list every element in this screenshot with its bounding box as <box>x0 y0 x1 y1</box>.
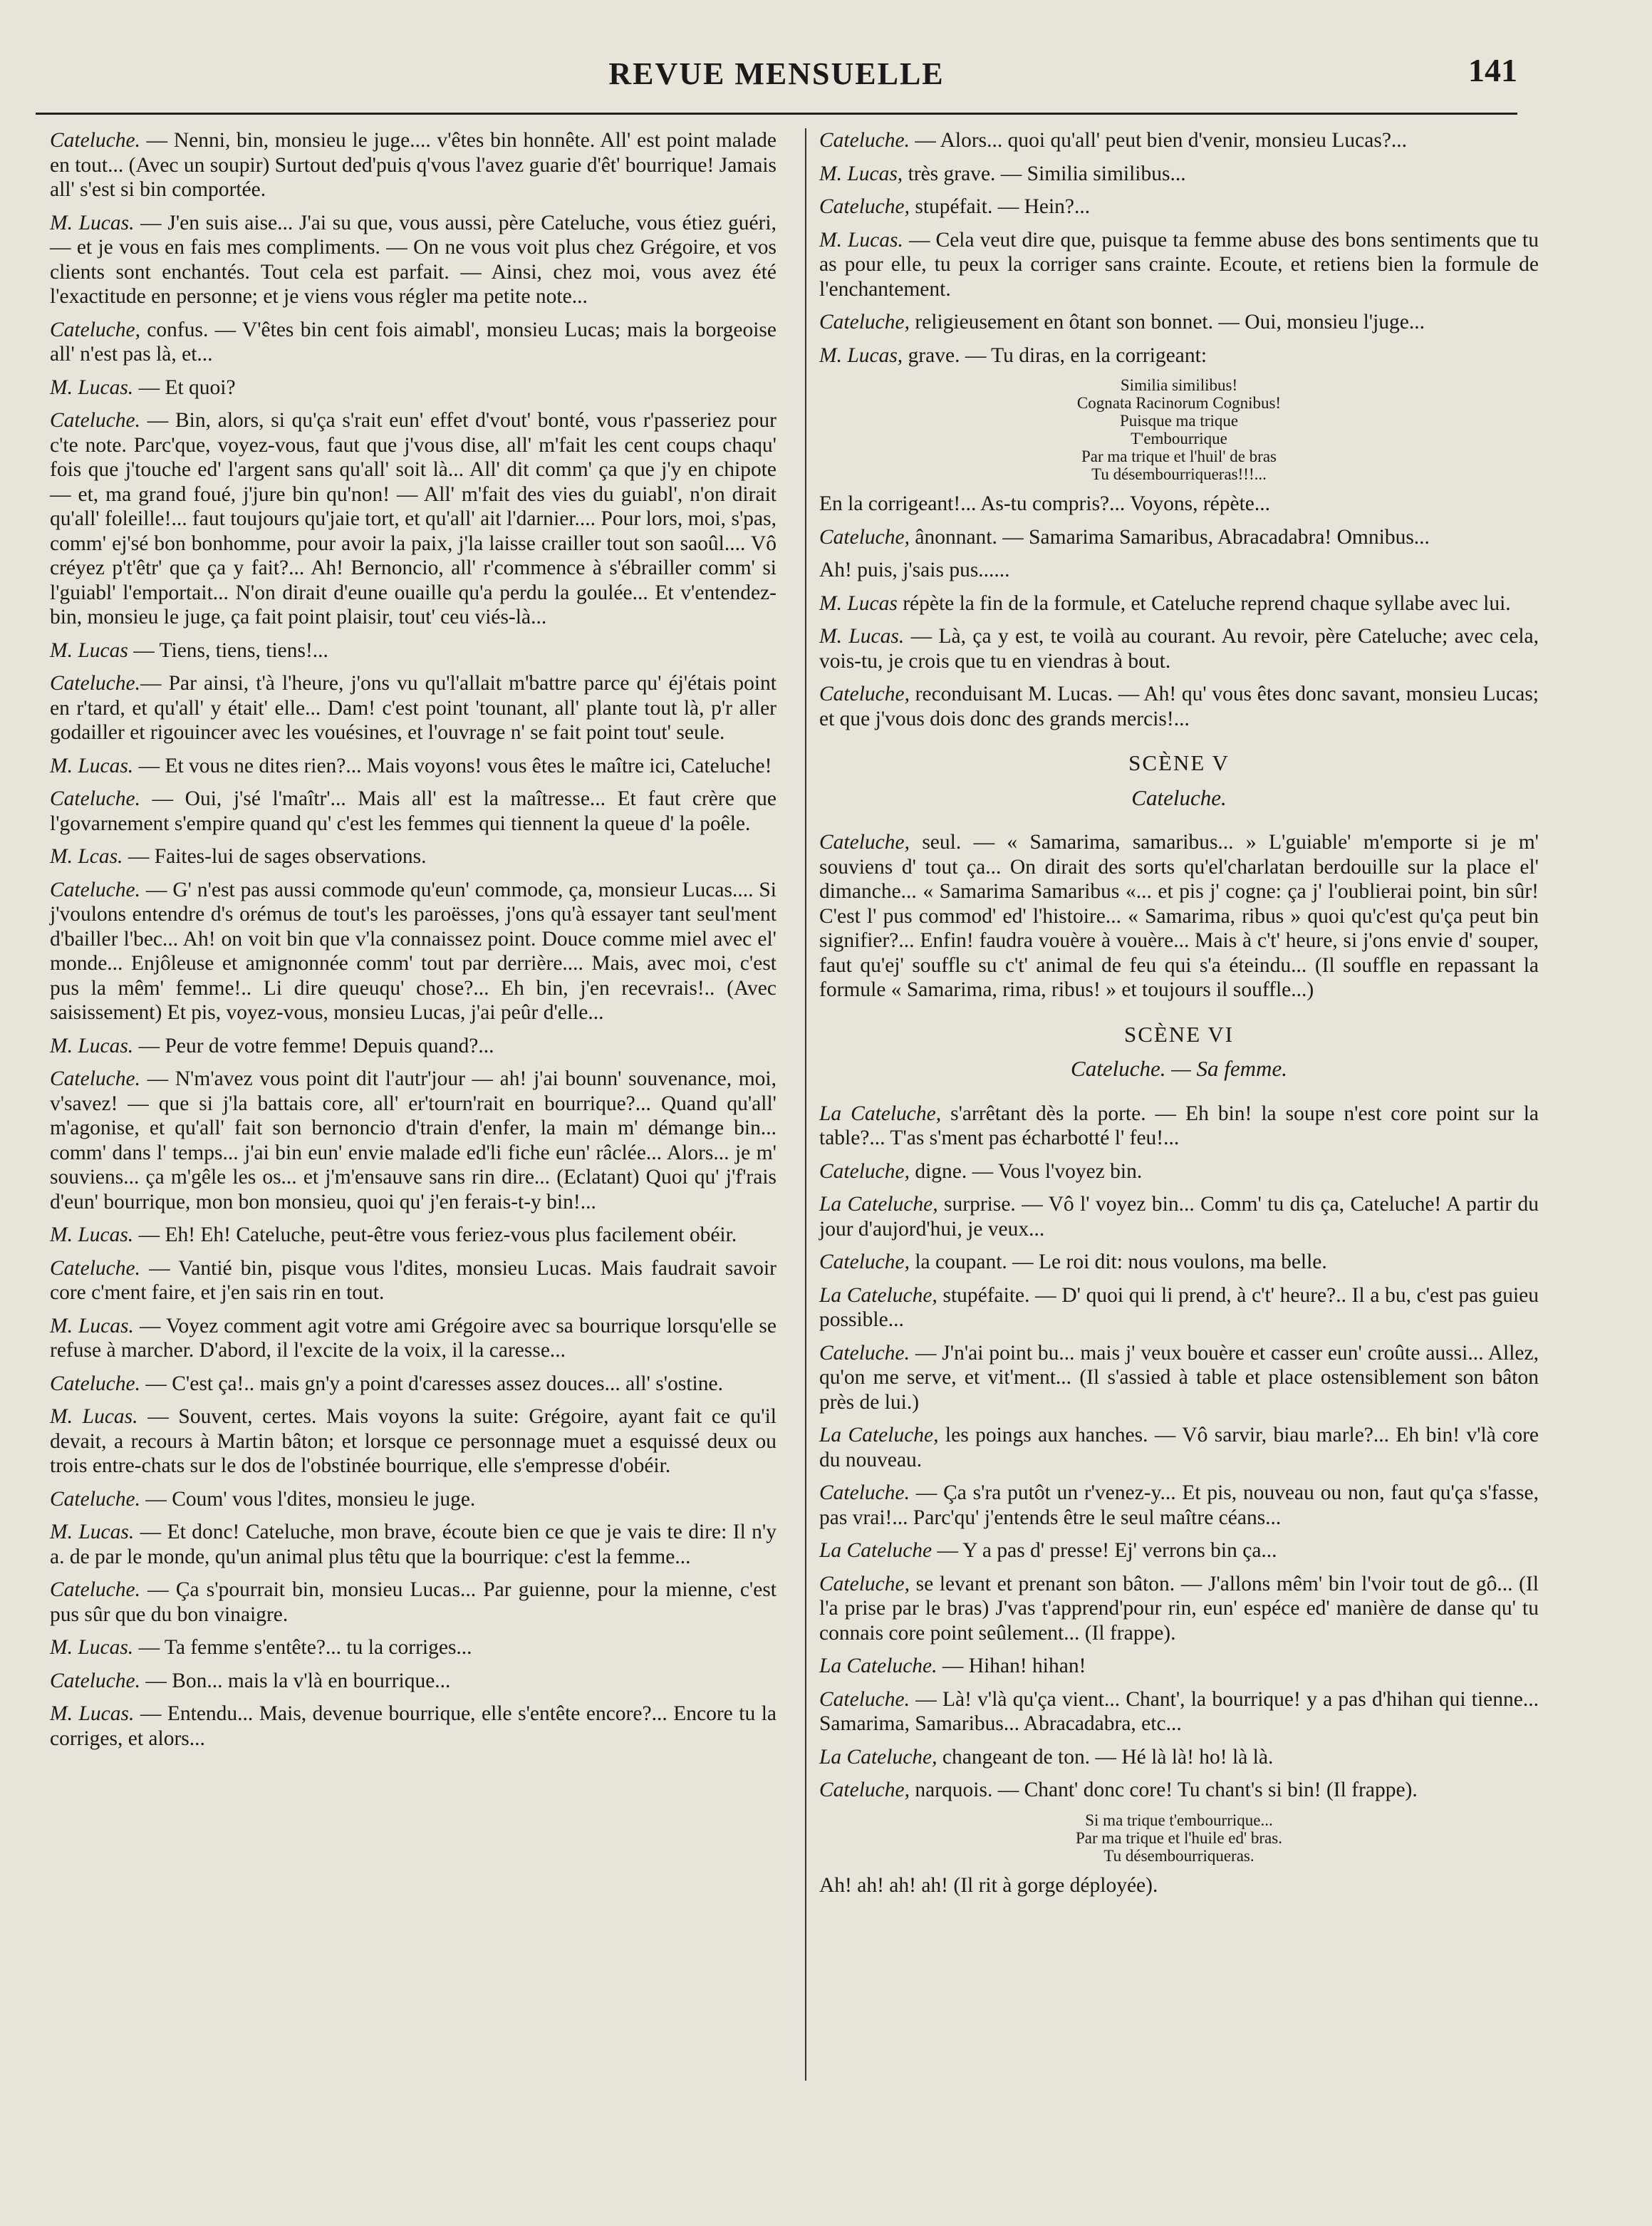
speaker-name: M. Lucas. <box>50 1636 134 1659</box>
verse-line: Tu désembourriqueras!!!... <box>1091 465 1267 483</box>
dialogue-paragraph <box>819 1538 1539 1563</box>
dialogue-text: — Là, ça y est, te voilà au courant. Au revoir, père Cateluche; avec cela, vois-tu, je crois que tu en viendras à bout. <box>819 625 1539 673</box>
speaker-name: La Cateluche, <box>819 1283 937 1307</box>
left-column <box>50 128 776 1759</box>
dialogue-paragraph <box>819 1192 1539 1241</box>
closing-verse <box>819 1811 1539 1865</box>
speaker-name: Cateluche, <box>819 311 910 333</box>
speaker-name: Cateluche, <box>819 831 910 854</box>
speaker-name: Cateluche. <box>819 1481 910 1504</box>
final-line: Ah! ah! ah! ah! (Il rit à gorge déployée). <box>819 1873 1158 1897</box>
dialogue-paragraph <box>819 525 1539 550</box>
dialogue-block <box>819 128 1539 368</box>
dialogue-text: En la corrigeant!... As-tu compris?... Voyons, répète... <box>819 492 1271 515</box>
speaker-name: M. Lucas. <box>50 211 135 234</box>
speaker-name: Cateluche. <box>50 672 140 695</box>
dialogue-text: — Ça s'pourrait bin, monsieu Lucas... Par guienne, pour la mienne, c'est pus sûr que du bon vinaigre. <box>50 1578 776 1626</box>
speaker-name: Cateluche, <box>819 683 910 705</box>
dialogue-paragraph <box>819 1283 1539 1332</box>
speaker-name: Cateluche. <box>50 409 140 432</box>
dialogue-paragraph <box>50 1314 776 1363</box>
dialogue-text: — Y a pas d' presse! Ej' verrons bin ça... <box>932 1539 1277 1562</box>
dialogue-paragraph <box>50 1372 776 1397</box>
dialogue-text: — Alors... quoi qu'all' peut bien d'venir, monsieu Lucas?... <box>909 129 1408 152</box>
dialogue-text: ânonnant. — Samarima Samaribus, Abracadabra! Omnibus... <box>909 525 1430 549</box>
column-divider <box>805 128 806 2081</box>
dialogue-text: — Voyez comment agit votre ami Grégoire avec sa bourrique lorsqu'elle se refuse à marcher. D'abord, il l'excite de la voix, il la caresse... <box>50 1314 776 1362</box>
dialogue-paragraph <box>50 1067 776 1214</box>
dialogue-paragraph <box>50 1635 776 1660</box>
dialogue-paragraph <box>50 318 776 367</box>
verse-line: Puisque ma trique <box>1119 412 1239 430</box>
scene-title: SCÈNE V <box>1128 750 1230 775</box>
dialogue-paragraph <box>819 1572 1539 1646</box>
dialogue-paragraph <box>50 1669 776 1694</box>
dialogue-text: reconduisant M. Lucas. — Ah! qu' vous êtes donc savant, monsieu Lucas; et que j'vous dois donc des grands mercis!... <box>819 683 1539 730</box>
dialogue-paragraph <box>819 195 1539 219</box>
dialogue-text: répète la fin de la formule, et Cateluche reprend chaque syllabe avec lui. <box>897 591 1511 615</box>
scene-title: SCÈNE VI <box>1123 1021 1235 1047</box>
speaker-name: M. Lucas, <box>819 162 903 185</box>
dialogue-text: — Et quoi? <box>133 376 236 399</box>
speaker-name: M. Lucas. <box>50 1405 138 1428</box>
speaker-name: M. Lucas. <box>50 1702 135 1725</box>
dialogue-text: — Et donc! Cateluche, mon brave, écoute bien ce que je vais te dire: Il n'y a. de par le monde, qu'un animal plus têtu que la bourrique: c'est la femme... <box>50 1521 776 1568</box>
speaker-name: M. Lucas. <box>819 228 903 252</box>
dialogue-paragraph <box>819 591 1539 616</box>
dialogue-text: — Entendu... Mais, devenue bourrique, elle s'entête encore?... Encore tu la corriges, et alors... <box>50 1702 776 1750</box>
speaker-name: Cateluche, <box>50 318 140 341</box>
dialogue-text: surprise. — Vô l' voyez bin... Comm' tu dis ça, Cateluche! A partir du jour d'aujord'hui, je veux... <box>819 1193 1539 1241</box>
verse-line: Similia similibus! <box>1120 376 1238 394</box>
dialogue-paragraph <box>819 682 1539 731</box>
dialogue-text: s'arrêtant dès la porte. — Eh bin! la soupe n'est core point sur la table?... T'as s'ment pas écharbotté l' feu!... <box>819 1102 1539 1149</box>
dialogue-text: très grave. — Similia similibus... <box>903 162 1186 185</box>
dialogue-paragraph <box>819 1481 1539 1530</box>
speaker-name: Cateluche. <box>819 1341 910 1365</box>
dialogue-text: — Hihan! hihan! <box>937 1655 1086 1677</box>
dialogue-text: — Cela veut dire que, puisque ta femme abuse des bons sentiments que tu as pour elle, tu peux la corriger sans crainte. Ecoute, et retiens bien la formule de l'enchantement. <box>819 228 1539 301</box>
dialogue-paragraph <box>50 844 776 869</box>
dialogue-paragraph <box>819 1687 1539 1736</box>
speaker-name: La Cateluche. <box>819 1655 937 1677</box>
header-rule <box>36 113 1517 115</box>
right-column <box>819 128 1539 1906</box>
speaker-name: Cateluche. <box>819 129 910 152</box>
dialogue-paragraph <box>50 408 776 630</box>
dialogue-paragraph <box>50 638 776 663</box>
verse-line: Cognata Racinorum Cognibus! <box>1076 394 1282 412</box>
dialogue-paragraph <box>819 492 1539 517</box>
dialogue-paragraph <box>50 128 776 202</box>
dialogue-paragraph <box>50 878 776 1025</box>
speaker-name: M. Lucas. <box>50 376 134 399</box>
dialogue-text: — Faites-lui de sages observations. <box>123 845 427 868</box>
dialogue-text: seul. — « Samarima, samaribus... » L'guiable' m'emporte si je m' souviens d' tout ça... On dirait des sorts qu'el'charlatan berdouille sur la place el' dimanche... « Samarima Samaribus «... et pis j' cogne: ça j' l'oublierai point, bin sûr! C'est l' pus commod' ed' l'histoire... « Samarima, ribus » quoi qu'c'est qu'ça peut bin signifier?... Enfin! faudra vouère à vouère... Mais à c't' heure, si j'ons envie d' souper, faut qu'ej' souffle su c't' animal de feu qui s'a éteindu... (Il souffle en repassant la formule « Samarima, rima, ribus! » et toujours il souffle...) <box>819 831 1539 1001</box>
speaker-name: Cateluche, <box>819 1572 910 1595</box>
dialogue-paragraph <box>50 671 776 745</box>
dialogue-paragraph <box>50 787 776 836</box>
dialogue-paragraph <box>819 1102 1539 1151</box>
dialogue-text: la coupant. — Le roi dit: nous voulons, ma belle. <box>909 1251 1327 1273</box>
dialogue-text: — C'est ça!.. mais gn'y a point d'caresses assez douces... all' s'ostine. <box>140 1372 723 1395</box>
dialogue-paragraph <box>50 1702 776 1751</box>
dialogue-text: stupéfait. — Hein?... <box>909 195 1091 218</box>
dialogue-paragraph <box>819 128 1539 153</box>
dialogue-paragraph <box>819 1341 1539 1415</box>
dialogue-paragraph <box>819 1745 1539 1770</box>
dialogue-block <box>819 492 1539 731</box>
dialogue-text: — N'm'avez vous point dit l'autr'jour — ah! j'ai bounn' souvenance, moi, v'savez! — que si j'la battais core, all' er'tourn'rait en bourrique?... Quand qu'all' m'agonise, et qu'all' fait son bernoncio d'train d'enfer, la main m' démange bin... comm' dans l' temps... j'ai bin eun' envie malade ed'li fiche eun' râclée... Alors... je m' souviens... ça m'gêle les os... et j'm'ensauve sans rin dire... (Eclatant) Quoi qu' j'f'rais d'eun' bourrique, mon bon monsieu, quoi qu' j'en ferais-t-y bin!... <box>50 1067 776 1213</box>
speaker-name: Cateluche, <box>819 1779 910 1801</box>
scene-subtitle: Cateluche. <box>1131 785 1227 810</box>
speaker-name: Cateluche. <box>50 129 140 152</box>
dialogue-paragraph <box>50 1404 776 1479</box>
speaker-name: Cateluche, <box>819 195 910 218</box>
speaker-name: M. Lucas <box>819 591 898 615</box>
speaker-name: La Cateluche, <box>819 1193 938 1216</box>
speaker-name: M. Lucas <box>50 638 128 662</box>
page-number: 141 <box>1468 52 1517 88</box>
dialogue-paragraph <box>819 343 1539 368</box>
speaker-name: Cateluche. <box>819 1687 910 1711</box>
speaker-name: M. Lucas. <box>50 1521 135 1543</box>
dialogue-text: confus. — V'êtes bin cent fois aimabl', monsieu Lucas; mais la borgeoise all' n'est pas là, et... <box>50 318 776 366</box>
speaker-name: Cateluche. <box>50 1067 140 1090</box>
dialogue-paragraph <box>819 1423 1539 1472</box>
dialogue-paragraph <box>819 558 1539 583</box>
dialogue-text: — Bon... mais la v'là en bourrique... <box>140 1669 451 1692</box>
dialogue-paragraph <box>819 228 1539 302</box>
verse-line: T'embourrique <box>1131 430 1227 447</box>
dialogue-block <box>819 1102 1539 1803</box>
dialogue-text: — Ta femme s'entête?... tu la corriges... <box>133 1636 472 1659</box>
dialogue-text: grave. — Tu diras, en la corrigeant: <box>903 343 1207 367</box>
dialogue-text: — Eh! Eh! Cateluche, peut-être vous feriez-vous plus facilement obéir. <box>133 1223 737 1246</box>
dialogue-text: — Vantié bin, pisque vous l'dites, monsieu Lucas. Mais faudrait savoir core c'ment faire, et j'en sais rin en tout. <box>50 1256 776 1304</box>
dialogue-paragraph <box>50 376 776 400</box>
verse-line: Par ma trique et l'huile ed' bras. <box>1076 1828 1282 1847</box>
dialogue-text: stupéfaite. — D' quoi qui li prend, à c't' heure?.. Il a bu, c'est pas guieu possible... <box>819 1283 1539 1331</box>
dialogue-text: — Peur de votre femme! Depuis quand?... <box>133 1034 494 1057</box>
speaker-name: La Cateluche <box>819 1539 933 1562</box>
dialogue-text: changeant de ton. — Hé là là! ho! là là. <box>937 1745 1274 1769</box>
speaker-name: Cateluche. <box>50 1256 140 1280</box>
speaker-name: M. Lucas. <box>50 1314 134 1337</box>
dialogue-text: — Bin, alors, si qu'ça s'rait eun' effet d'vout' bonté, vous r'passeriez pour c'te note. Parc'que, voyez-vous, faut que j'vous dise, all' m'fait les cent coups chaqu' fois que j'touche ed' l'argent sans qu'all' soit là... All' dit comm' ça que j'y en chipote — et, ma grand foué, j'jure bin qu'non! — All' m'fait des vies du guiabl', n'on dirait qu'all' foleille!... faut toujours qu'jaie tort, et qu'all' ait l'darnier.... Pour lors, moi, s'pas, comm' ej'sé bon bonhomme, pour avoir la paix, j'la laisse crailler tout son saoûl.... Vô créyez p't'êtr' que ça y fait?... Ah! Bernoncio, all' r'commence à s'ébrailler comm' si l'guiabl' l'emportait... N'on dirait d'eune ouaille qu'a perdu la goulée... Et v'entendez-bin, monsieu le juge, ça fait point plaisir, tout' ceu viés-là... <box>50 409 776 628</box>
speaker-name: La Cateluche, <box>819 1424 939 1446</box>
verse-line: Tu désembourriqueras. <box>1103 1846 1254 1865</box>
speaker-name: M. Lucas. <box>50 1223 134 1246</box>
dialogue-text: — Oui, j'sé l'maîtr'... Mais all' est la maîtresse... Et faut crère que l'govarnement s'empire quand qu' c'est les femmes qui tiennent la queue d' la poêle. <box>50 787 776 835</box>
dialogue-text: — Là! v'là qu'ça vient... Chant', la bourrique! y a pas d'hihan qui tienne... Samarima, Samaribus... Abracadabra, etc... <box>819 1687 1539 1735</box>
dialogue-text: les poings aux hanches. — Vô sarvir, biau marle?... Eh bin! v'là core du nouveau. <box>819 1424 1539 1471</box>
dialogue-paragraph <box>50 1520 776 1569</box>
speaker-name: M. Lucas. <box>819 625 905 648</box>
speaker-name: Cateluche. <box>50 1487 140 1511</box>
dialogue-text: — Souvent, certes. Mais voyons la suite: Grégoire, ayant fait ce qu'il devait, a recours à Martin bâton; et lorsque ce personnage muet a esquissé deux ou trois entre-chats sur le dos de l'obstinée bourrique, elle s'empresse d'obéir. <box>50 1405 776 1477</box>
dialogue-text: — J'n'ai point bu... mais j' veux bouère et casser eun' croûte aussi... Allez, qu'on me serve, et vit'ment... (Il s'assied à table et place ostensiblement son bâton près de lui.) <box>819 1341 1539 1414</box>
dialogue-paragraph <box>50 754 776 779</box>
dialogue-text: digne. — Vous l'voyez bin. <box>909 1159 1143 1183</box>
dialogue-paragraph <box>819 1778 1539 1803</box>
dialogue-paragraph <box>50 1578 776 1627</box>
dialogue-block <box>819 830 1539 1003</box>
dialogue-text: — G' n'est pas aussi commode qu'eun' commode, ça, monsieur Lucas.... Si j'voulons entendre d's orémus de tout's les paroësses, j'ons qu'à essayer tant seul'ment d'bailler l'bec... Ah! on voit bin que v'la connaissez point. Douce comme miel avec el' monde... Enjôleuse et amignonnée comm' tout par derrière.... Mais, avec moi, c'est pus la mêm' femme!.. Li dire queuqu' chose?... Eh bin, j'en recevrais!.. (Avec saisissement) Et pis, voyez-vous, monsieu Lucas, j'ai peûr d'elle... <box>50 878 776 1024</box>
speaker-name: M. Lucas, <box>819 343 903 367</box>
dialogue-text: se levant et prenant son bâton. — J'allons mêm' bin l'voir tout de gô... (Il l'a prise par le bras) J'vas t'apprend'pour rin, eun' espéce ed' manière de danse qu' tu connais core point seûlement... (Il frappe). <box>819 1572 1539 1645</box>
speaker-name: Cateluche. <box>50 878 140 901</box>
dialogue-text: narquois. — Chant' donc core! Tu chant's si bin! (Il frappe). <box>909 1779 1418 1801</box>
speaker-name: Cateluche. <box>50 1669 140 1692</box>
dialogue-paragraph <box>50 1256 776 1305</box>
scene-subtitle: Cateluche. — Sa femme. <box>1071 1056 1287 1081</box>
speaker-name: Cateluche, <box>819 1251 910 1273</box>
dialogue-paragraph <box>819 830 1539 1003</box>
dialogue-paragraph <box>50 1223 776 1248</box>
verse-line: Par ma trique et l'huil' de bras <box>1081 447 1277 465</box>
dialogue-paragraph <box>819 624 1539 673</box>
speaker-name: Cateluche. <box>50 1372 140 1395</box>
speaker-name: M. Lcas. <box>50 845 123 868</box>
dialogue-text: — Tiens, tiens, tiens!... <box>128 638 328 662</box>
dialogue-text: — Coum' vous l'dites, monsieu le juge. <box>140 1487 476 1511</box>
dialogue-paragraph <box>50 1487 776 1512</box>
page-header <box>36 43 1517 107</box>
dialogue-paragraph <box>819 162 1539 187</box>
dialogue-paragraph <box>819 1654 1539 1679</box>
dialogue-text: — Nenni, bin, monsieu le juge.... v'êtes bin honnête. All' est point malade en tout... (Avec un soupir) Surtout ded'puis q'vous l'avez guarie d'êt' bourrique! Jamais all' s'est si bin comportée. <box>50 129 776 201</box>
speaker-name: Cateluche, <box>819 1159 910 1183</box>
formula-verse <box>819 376 1539 483</box>
speaker-name: Cateluche. <box>50 787 140 810</box>
dialogue-paragraph <box>819 1250 1539 1275</box>
dialogue-text: — Ça s'ra putôt un r'venez-y... Et pis, nouveau ou non, faut qu'ça s'fasse, pas vrai!... Parc'qu' j'entends être le seul maître céans... <box>819 1481 1539 1529</box>
dialogue-text: — J'en suis aise... J'ai su que, vous aussi, père Cateluche, vous étiez guéri, — et je vous en fais mes compliments. — On ne vous voit plus chez Grégoire, et vos clients sont enchantés. Tout cela est parfait. — Ainsi, chez moi, vous avez été l'exactitude en personne; et je viens vous régler ma petite note... <box>50 211 776 308</box>
speaker-name: Cateluche, <box>819 525 910 549</box>
running-title: REVUE MENSUELLE <box>608 56 945 91</box>
dialogue-paragraph <box>819 1159 1539 1184</box>
speaker-name: Cateluche. <box>50 1578 140 1601</box>
speaker-name: La Cateluche, <box>819 1745 937 1769</box>
dialogue-text: — Par ainsi, t'à l'heure, j'ons vu qu'l'allait m'battre parce qu' éj'étais point en r'tard, et qu'all' y était' elle... Dam! c'est point 'tounant, all' plante tout là, p'r aller godailler et rigouincer avec les vouésines, et l'ouvrage n' se fait point tout' seule. <box>50 672 776 744</box>
speaker-name: M. Lucas. <box>50 754 134 777</box>
dialogue-text: — Et vous ne dites rien?... Mais voyons! vous êtes le maître ici, Cateluche! <box>133 754 772 777</box>
verse-line: Si ma trique t'embourrique... <box>1085 1811 1273 1829</box>
dialogue-paragraph <box>50 1034 776 1059</box>
speaker-name: M. Lucas. <box>50 1034 134 1057</box>
dialogue-paragraph <box>819 310 1539 335</box>
dialogue-paragraph <box>50 211 776 309</box>
speaker-name: La Cateluche, <box>819 1102 942 1125</box>
dialogue-text: Ah! puis, j'sais pus...... <box>819 559 1010 581</box>
dialogue-text: religieusement en ôtant son bonnet. — Oui, monsieu l'juge... <box>909 311 1425 333</box>
